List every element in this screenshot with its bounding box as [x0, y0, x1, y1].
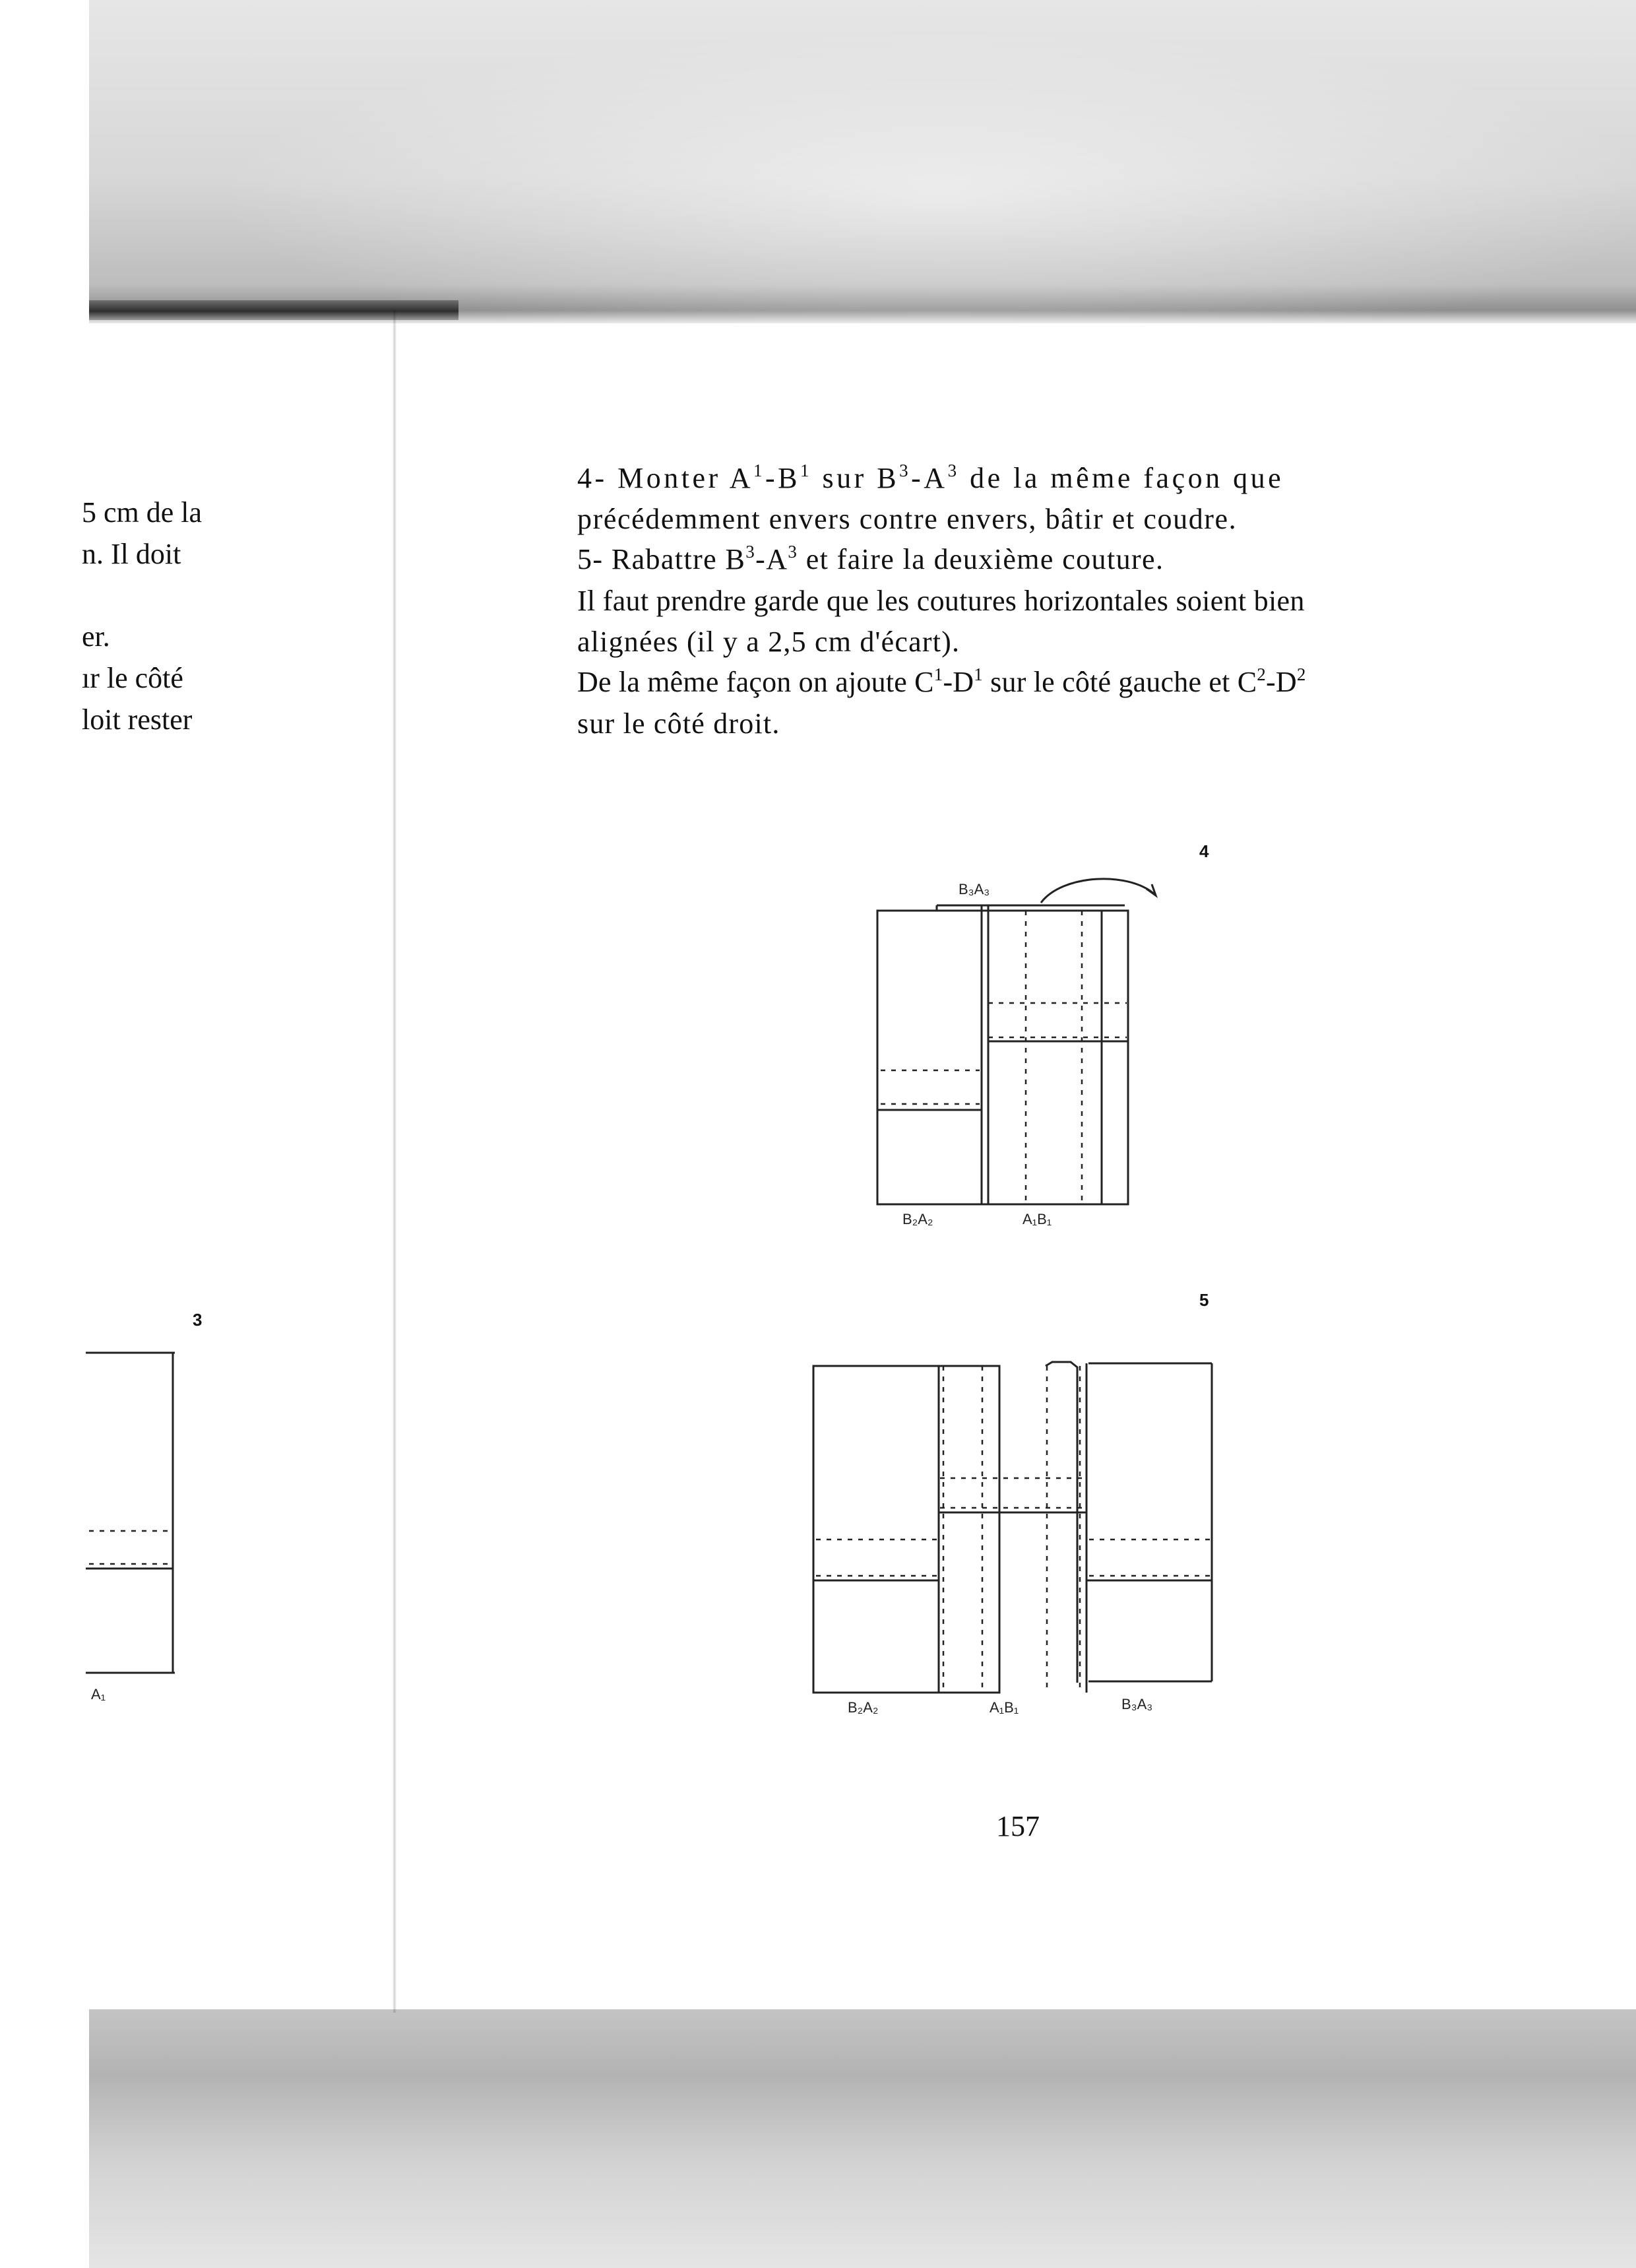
figure-4-number: 4 — [1199, 841, 1209, 861]
left-page-line-3: er. — [82, 620, 110, 653]
fig3-label: A₁ — [91, 1686, 106, 1702]
paragraph-line-6: De la même façon on ajoute $C^1-D^1$ sur le côté gauche et $C^2-D^2$ — [577, 664, 1306, 698]
figure-5-number: 5 — [1199, 1290, 1209, 1310]
paragraph-line-3: 5- Rabattre $B^3-A^3$ et faire la deuxième couture. — [577, 542, 1164, 575]
fig4-arrow-head — [1147, 884, 1156, 895]
figure-4-diagram — [864, 864, 1168, 1234]
left-page-line-2: n. Il doit — [82, 538, 181, 570]
left-page-line-4: ır le côté — [82, 662, 183, 694]
paragraph-line-7: sur le côté droit. — [577, 707, 780, 740]
paragraph-line-1: 4- Monter $A^1-B^1$ sur $B^3-A^3$ de la même façon que — [577, 461, 1284, 494]
fig4-label-top: B₃A₃ — [959, 881, 990, 897]
paragraph-line-4: Il faut prendre garde que les coutures horizontales soient bien — [577, 585, 1305, 617]
figure-5-diagram — [808, 1353, 1230, 1722]
book-fold — [393, 310, 396, 2013]
fig4-outer-rect — [877, 911, 1128, 1204]
left-page-line-1: 5 cm de la — [82, 496, 203, 529]
scan-shadow-edge — [89, 300, 458, 320]
paragraph-line-2: précédemment envers contre envers, bâtir et coudre. — [577, 503, 1238, 535]
fig5-label-right: B₃A₃ — [1121, 1696, 1153, 1712]
fig5-label-left: B₂A₂ — [848, 1699, 879, 1716]
fig5-folded-edge — [1046, 1362, 1077, 1683]
scan-shadow-top — [89, 0, 1636, 323]
page-number: 157 — [996, 1810, 1040, 1842]
figure-3-diagram — [86, 1343, 185, 1712]
paragraph-line-5: alignées (il y a 2,5 cm d'écart). — [577, 626, 960, 658]
figure-3-number: 3 — [193, 1310, 203, 1330]
left-page-line-5: loit rester — [82, 703, 193, 736]
fig4-fold-arrow — [1041, 879, 1154, 903]
fig4-label-bottom-left: B₂A₂ — [902, 1211, 933, 1227]
fig4-label-bottom-right: A₁B₁ — [1022, 1211, 1052, 1227]
scan-shadow-bottom — [89, 2009, 1636, 2268]
fig5-label-middle: A₁B₁ — [990, 1699, 1019, 1716]
fig5-left-panel — [813, 1366, 999, 1693]
